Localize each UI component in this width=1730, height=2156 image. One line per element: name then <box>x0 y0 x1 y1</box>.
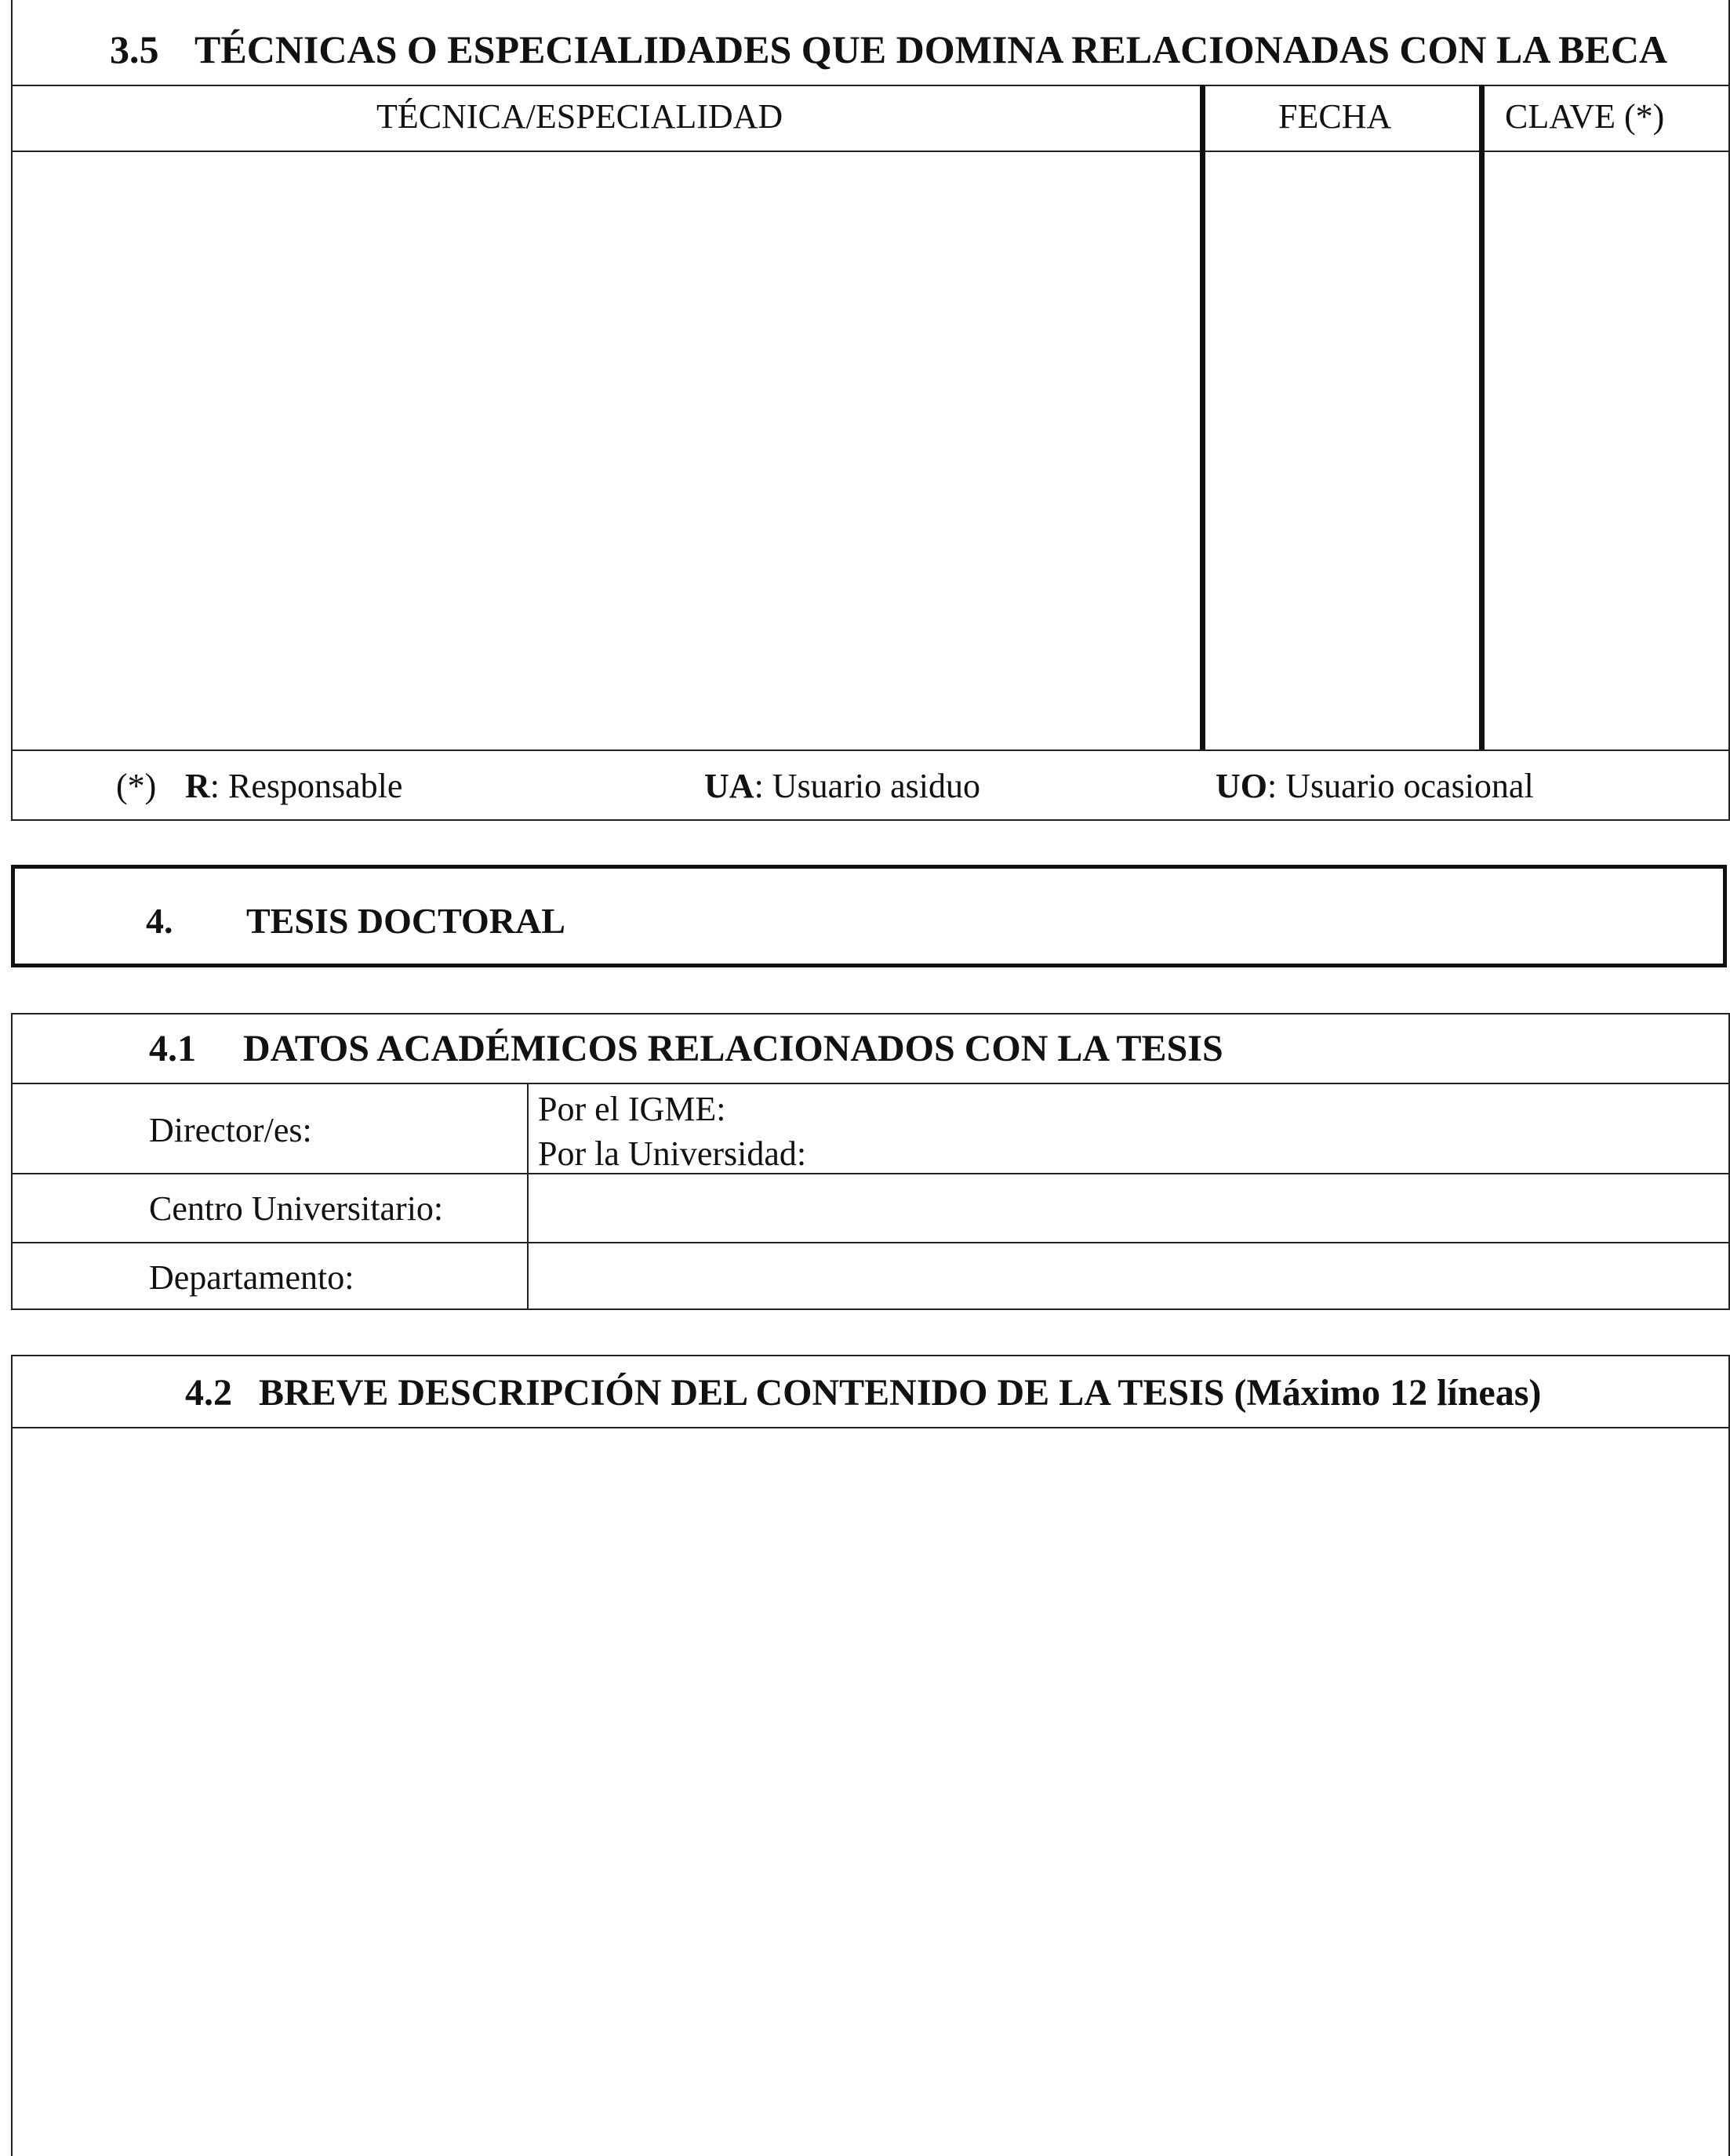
footnote-label-r: : Responsable <box>209 767 403 805</box>
section-3-5-number: 3.5 <box>110 27 159 71</box>
director-universidad-field[interactable] <box>847 1131 1725 1171</box>
section-3-5-heading: TÉCNICAS O ESPECIALIDADES QUE DOMINA RELACIONADAS CON LA BECA <box>194 27 1668 71</box>
section-3-5-title-divider <box>11 85 1730 86</box>
centro-universitario-label: Centro Universitario: <box>149 1189 444 1228</box>
footnote-usuario-ocasional <box>1216 769 1534 804</box>
tesis-description-field[interactable] <box>13 1428 1728 2156</box>
director-igme-label: Por el IGME: <box>538 1090 726 1128</box>
column-header-fecha: FECHA <box>1278 97 1392 136</box>
footnote-code-ua: UA <box>704 767 754 805</box>
clave-field[interactable] <box>1485 152 1728 750</box>
column-divider-clave <box>1479 85 1485 751</box>
section-4-1-number: 4.1 <box>149 1028 196 1069</box>
footnote-usuario-asiduo <box>704 769 980 804</box>
column-divider-fecha <box>1200 85 1205 751</box>
fecha-field[interactable] <box>1205 152 1479 750</box>
section-4-1-title-divider <box>11 1083 1730 1084</box>
section-4-2-number: 4.2 <box>185 1372 232 1414</box>
section-4-1-heading: DATOS ACADÉMICOS RELACIONADOS CON LA TESIS <box>243 1028 1223 1069</box>
centro-universitario-field[interactable] <box>530 1174 1728 1242</box>
section-4-number: 4. <box>146 901 173 941</box>
tecnica-especialidad-field[interactable] <box>13 152 1200 750</box>
footnote-divider <box>11 750 1730 751</box>
departamento-label: Departamento: <box>149 1258 354 1297</box>
footnote-label-ua: : Usuario asiduo <box>754 767 980 805</box>
label-column-divider <box>527 1083 529 1310</box>
section-4-2-heading: BREVE DESCRIPCIÓN DEL CONTENIDO DE LA TESIS (Máximo 12 líneas) <box>259 1372 1542 1414</box>
section-4-heading: TESIS DOCTORAL <box>246 901 565 941</box>
footnote-marker: (*) <box>116 767 157 805</box>
footnote-label-uo: : Usuario ocasional <box>1267 767 1534 805</box>
director-universidad-label: Por la Universidad: <box>538 1134 807 1173</box>
column-header-tecnica: TÉCNICA/ESPECIALIDAD <box>376 97 783 136</box>
section-4-title <box>146 903 565 939</box>
section-4-1-title <box>149 1030 1223 1068</box>
section-4-2-title <box>185 1374 1541 1412</box>
footnote-responsable <box>185 769 402 804</box>
footnote-code-r: R <box>185 767 210 805</box>
departamento-field[interactable] <box>530 1243 1728 1308</box>
section-3-5-title <box>110 27 1668 71</box>
director-igme-field[interactable] <box>792 1086 1725 1127</box>
column-header-clave: CLAVE (*) <box>1505 97 1665 136</box>
director-label: Director/es: <box>149 1111 312 1149</box>
footnote-code-uo: UO <box>1216 767 1267 805</box>
